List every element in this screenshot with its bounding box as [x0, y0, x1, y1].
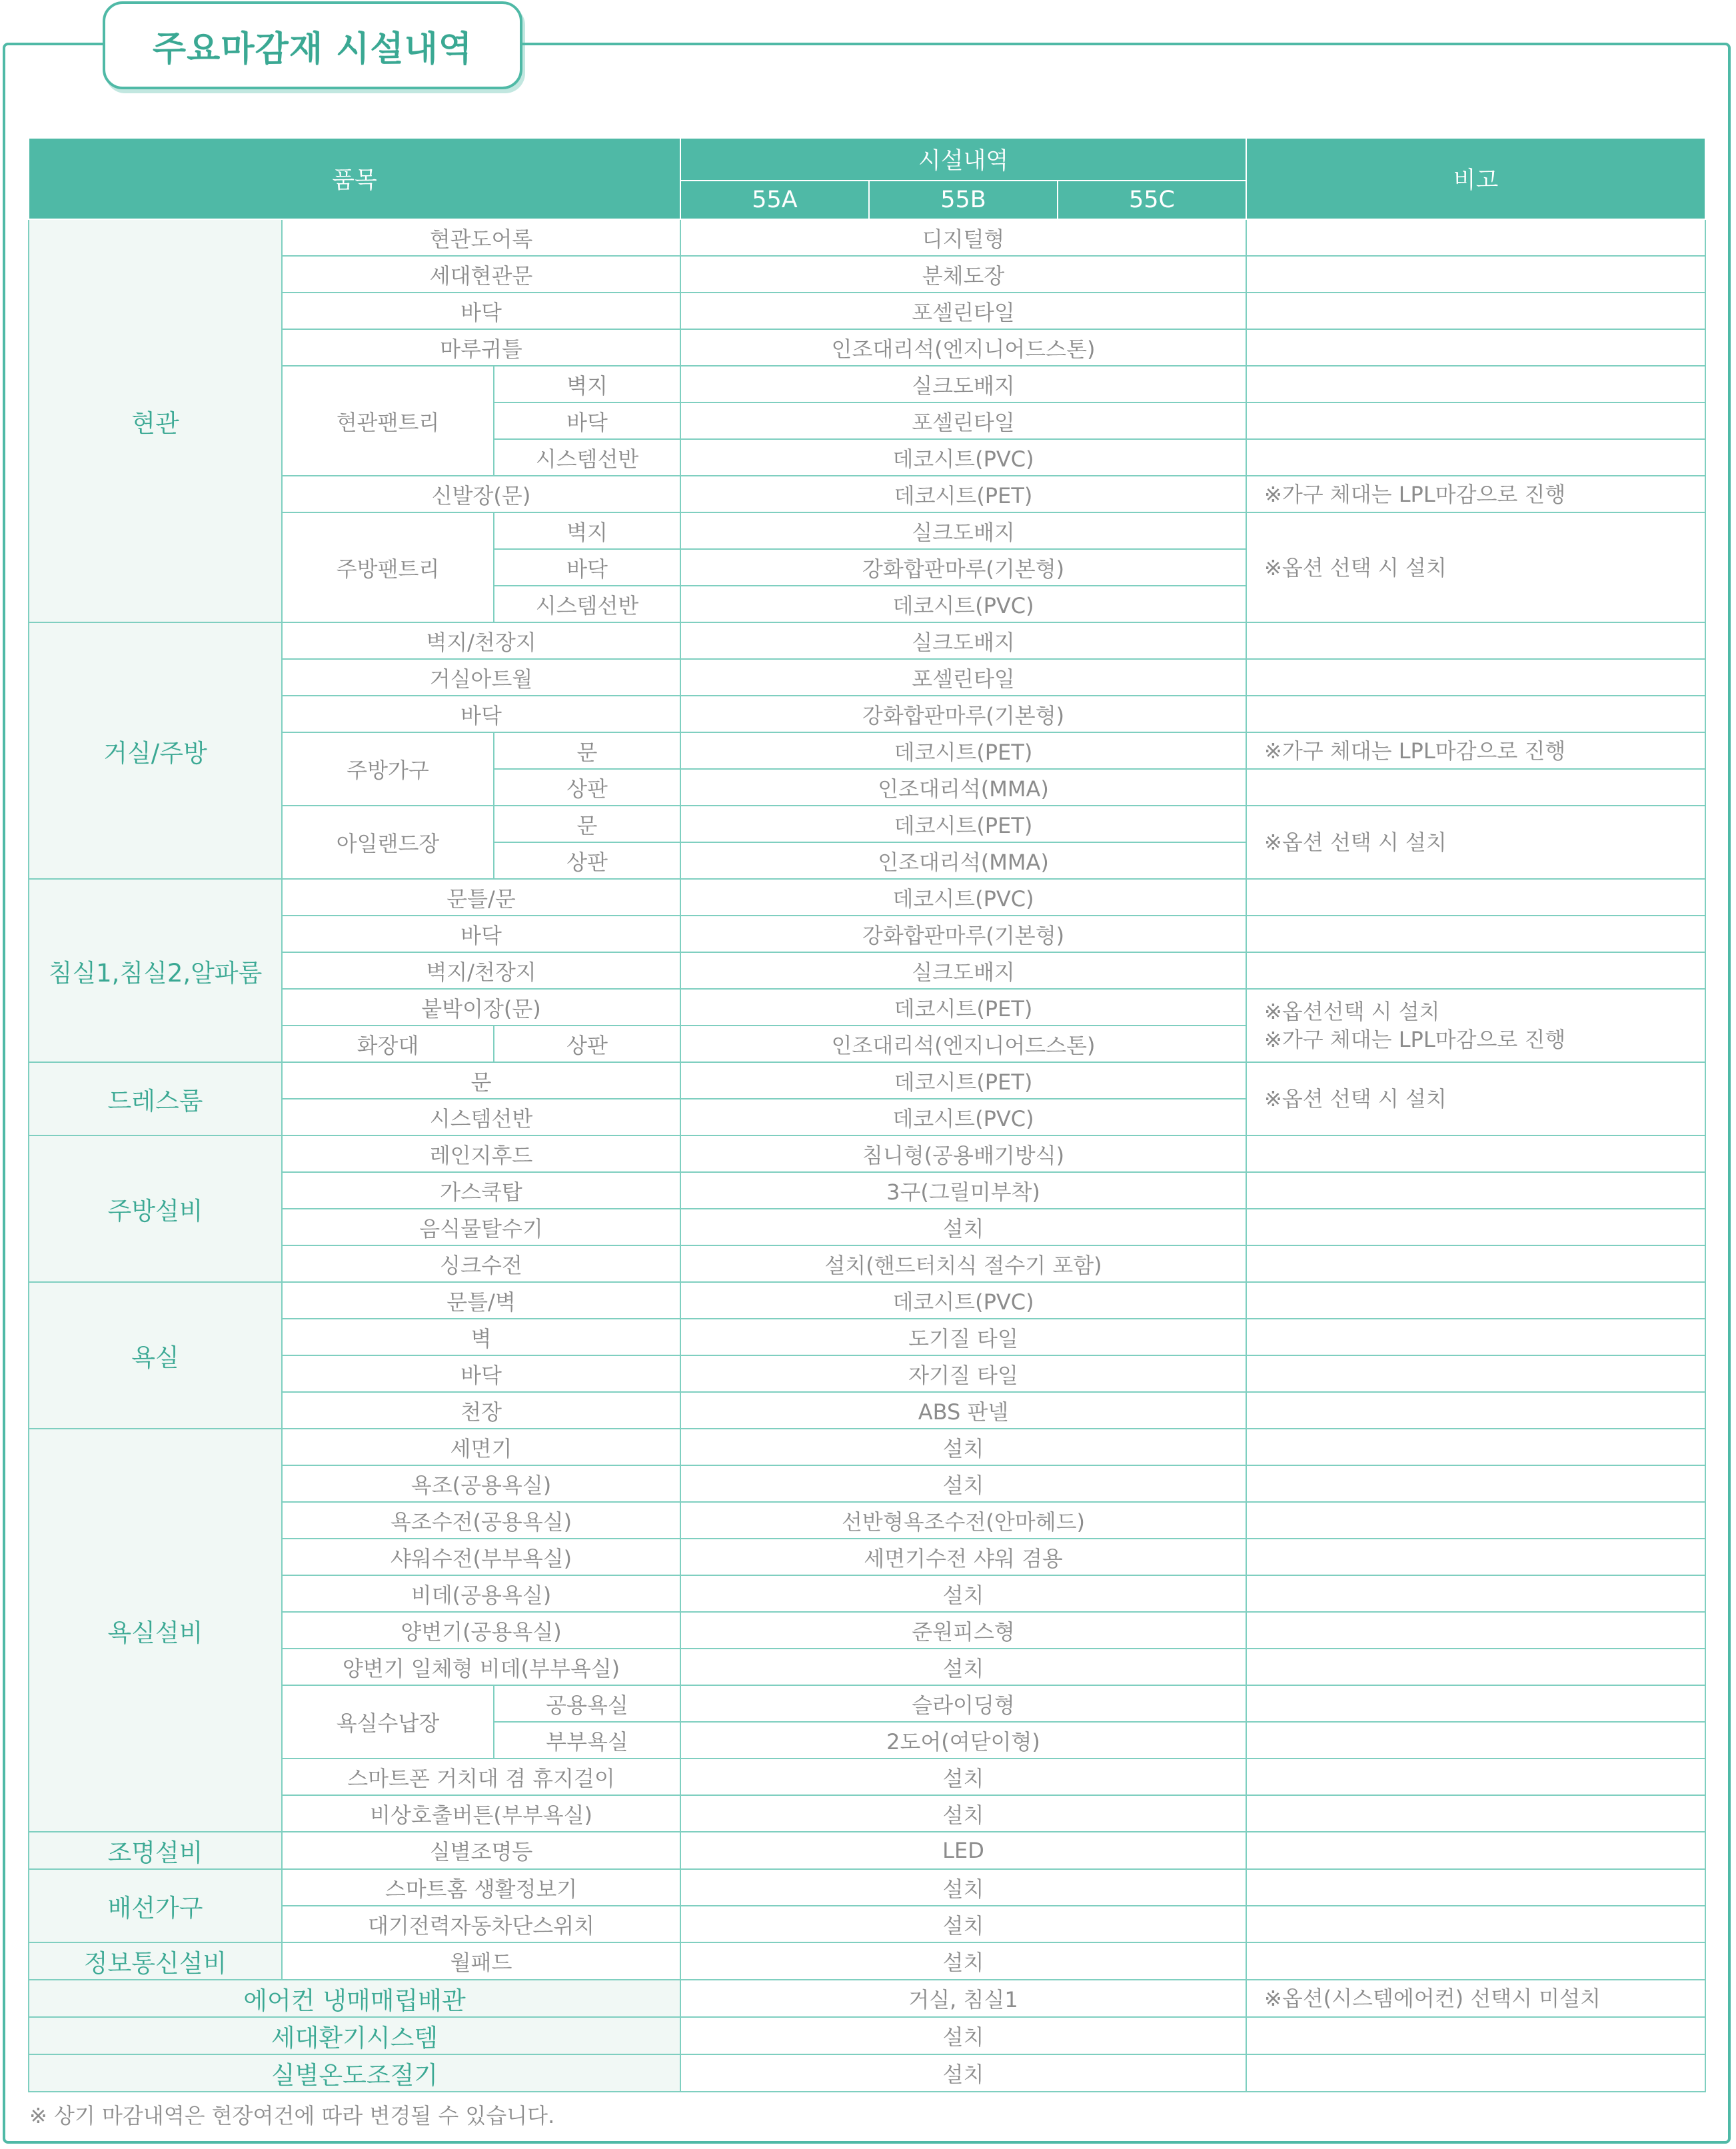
category-cell: 현관 — [29, 219, 282, 622]
spec-cell: 데코시트(PET) — [680, 1062, 1246, 1099]
item-cell: 벽지/천장지 — [282, 622, 680, 659]
note-cell — [1246, 769, 1705, 806]
spec-cell: 준원피스형 — [680, 1612, 1246, 1649]
item-cell: 바닥 — [282, 696, 680, 732]
note-cell — [1246, 256, 1705, 293]
group-cell: 욕실수납장 — [282, 1685, 494, 1759]
item-cell: 마루귀틀 — [282, 329, 680, 366]
note-cell — [1246, 1906, 1705, 1942]
spec-cell: ABS 판넬 — [680, 1392, 1246, 1429]
note-cell — [1246, 2017, 1705, 2054]
page-title: 주요마감재 시설내역 — [152, 29, 473, 69]
note-cell — [1246, 2054, 1705, 2092]
note-cell — [1246, 439, 1705, 476]
category-cell: 실별온도조절기 — [29, 2054, 680, 2092]
spec-cell: 데코시트(PVC) — [680, 1099, 1246, 1135]
item-cell: 상판 — [494, 842, 680, 879]
item-cell: 비상호출버튼(부부욕실) — [282, 1795, 680, 1832]
item-cell: 상판 — [494, 769, 680, 806]
category-cell: 거실/주방 — [29, 622, 282, 879]
note-cell — [1246, 1172, 1705, 1209]
table-row — [29, 1980, 1705, 2017]
item-cell: 스마트홈 생활정보기 — [282, 1869, 680, 1906]
spec-cell: 디지털형 — [680, 219, 1246, 256]
spec-cell: 인조대리석(엔지니어드스톤) — [680, 329, 1246, 366]
note-cell: ※가구 체대는 LPL마감으로 진행 — [1246, 732, 1705, 769]
item-cell: 상판 — [494, 1026, 680, 1062]
group-cell: 화장대 — [282, 1026, 494, 1062]
spec-cell: 인조대리석(엔지니어드스톤) — [680, 1026, 1246, 1062]
spec-cell: 강화합판마루(기본형) — [680, 549, 1246, 586]
spec-cell: 3구(그릴미부착) — [680, 1172, 1246, 1209]
spec-cell: 실크도배지 — [680, 512, 1246, 549]
item-cell: 문 — [494, 732, 680, 769]
note-cell — [1246, 952, 1705, 989]
footnote: ※ 상기 마감내역은 현장여건에 따라 변경될 수 있습니다. — [29, 2103, 555, 2128]
spec-cell: 데코시트(PET) — [680, 989, 1246, 1026]
item-cell: 문틀/벽 — [282, 1282, 680, 1319]
note-cell — [1246, 916, 1705, 952]
note-cell — [1246, 219, 1705, 256]
item-cell: 세면기 — [282, 1429, 680, 1465]
item-cell: 욕조(공용욕실) — [282, 1465, 680, 1502]
note-cell: ※가구 체대는 LPL마감으로 진행 — [1246, 476, 1705, 512]
spec-cell: 데코시트(PVC) — [680, 1282, 1246, 1319]
item-cell: 대기전력자동차단스위치 — [282, 1906, 680, 1942]
table-row — [29, 879, 1705, 916]
spec-cell: 자기질 타일 — [680, 1355, 1246, 1392]
spec-cell: 거실, 침실1 — [680, 1980, 1246, 2017]
note-cell — [1246, 1722, 1705, 1759]
note-cell — [1246, 696, 1705, 732]
note-cell — [1246, 366, 1705, 402]
item-cell: 바닥 — [494, 549, 680, 586]
note-cell: ※옵션 선택 시 설치 — [1246, 806, 1705, 879]
item-cell: 바닥 — [282, 293, 680, 329]
note-cell — [1246, 1465, 1705, 1502]
spec-cell: 포셀린타일 — [680, 293, 1246, 329]
note-cell — [1246, 1575, 1705, 1612]
table-row — [29, 1282, 1705, 1319]
item-cell: 문틀/문 — [282, 879, 680, 916]
spec-cell: 포셀린타일 — [680, 659, 1246, 696]
spec-cell: 실크도배지 — [680, 366, 1246, 402]
note-cell — [1246, 1539, 1705, 1575]
group-cell: 주방가구 — [282, 732, 494, 806]
spec-cell: 설치 — [680, 1906, 1246, 1942]
category-cell: 욕실설비 — [29, 1429, 282, 1832]
note-cell — [1246, 1832, 1705, 1869]
note-cell — [1246, 1649, 1705, 1685]
spec-cell: 데코시트(PET) — [680, 806, 1246, 842]
header-remark: 비고 — [1246, 138, 1705, 219]
item-cell: 실별조명등 — [282, 1832, 680, 1869]
spec-cell: 강화합판마루(기본형) — [680, 696, 1246, 732]
spec-cell: 실크도배지 — [680, 622, 1246, 659]
spec-cell: 설치 — [680, 1575, 1246, 1612]
spec-cell: 설치(핸드터치식 절수기 포함) — [680, 1245, 1246, 1282]
spec-cell: 설치 — [680, 1942, 1246, 1980]
item-cell: 월패드 — [282, 1942, 680, 1980]
note-cell — [1246, 402, 1705, 439]
note-cell: ※옵션 선택 시 설치 — [1246, 1062, 1705, 1135]
item-cell: 시스템선반 — [494, 439, 680, 476]
spec-cell: 데코시트(PVC) — [680, 586, 1246, 622]
category-cell: 침실1,침실2,알파룸 — [29, 879, 282, 1062]
note-cell — [1246, 1759, 1705, 1795]
header-type-55b: 55B — [869, 181, 1058, 219]
spec-cell: 선반형욕조수전(안마헤드) — [680, 1502, 1246, 1539]
item-cell: 현관도어록 — [282, 219, 680, 256]
item-cell: 신발장(문) — [282, 476, 680, 512]
spec-cell: 설치 — [680, 1465, 1246, 1502]
spec-cell: 2도어(여닫이형) — [680, 1722, 1246, 1759]
spec-cell: 설치 — [680, 1759, 1246, 1795]
item-cell: 양변기(공용욕실) — [282, 1612, 680, 1649]
item-cell: 세대현관문 — [282, 256, 680, 293]
spec-cell: 포셀린타일 — [680, 402, 1246, 439]
category-cell: 조명설비 — [29, 1832, 282, 1869]
item-cell: 싱크수전 — [282, 1245, 680, 1282]
item-cell: 비데(공용욕실) — [282, 1575, 680, 1612]
table-row — [29, 1832, 1705, 1869]
table-row — [29, 1869, 1705, 1906]
item-cell: 가스쿡탑 — [282, 1172, 680, 1209]
note-cell — [1246, 1319, 1705, 1355]
note-cell — [1246, 329, 1705, 366]
item-cell: 음식물탈수기 — [282, 1209, 680, 1245]
table-row — [29, 622, 1705, 659]
spec-cell: 데코시트(PET) — [680, 732, 1246, 769]
table-row — [29, 1429, 1705, 1465]
header-type-55c: 55C — [1058, 181, 1246, 219]
item-cell: 양변기 일체형 비데(부부욕실) — [282, 1649, 680, 1685]
spec-cell: 데코시트(PET) — [680, 476, 1246, 512]
table-row — [29, 1135, 1705, 1172]
spec-cell: 설치 — [680, 2054, 1246, 2092]
spec-cell: 데코시트(PVC) — [680, 439, 1246, 476]
note-cell — [1246, 659, 1705, 696]
header-item: 품목 — [29, 138, 680, 219]
note-cell — [1246, 879, 1705, 916]
spec-cell: 설치 — [680, 1795, 1246, 1832]
table-row — [29, 219, 1705, 256]
category-cell: 주방설비 — [29, 1135, 282, 1282]
note-cell — [1246, 1209, 1705, 1245]
item-cell: 스마트폰 거치대 겸 휴지걸이 — [282, 1759, 680, 1795]
item-cell: 벽 — [282, 1319, 680, 1355]
note-cell — [1246, 989, 1705, 1062]
item-cell: 시스템선반 — [494, 586, 680, 622]
header-type-55a: 55A — [680, 181, 869, 219]
note-cell — [1246, 1355, 1705, 1392]
item-cell: 문 — [282, 1062, 680, 1099]
title-badge — [103, 1, 522, 89]
item-cell: 문 — [494, 806, 680, 842]
table-row — [29, 1942, 1705, 1980]
spec-cell: 설치 — [680, 1649, 1246, 1685]
item-cell: 바닥 — [282, 1355, 680, 1392]
category-cell: 세대환기시스템 — [29, 2017, 680, 2054]
note-cell — [1246, 622, 1705, 659]
note-line: ※옵션선택 시 설치 — [1264, 999, 1440, 1024]
group-cell: 아일랜드장 — [282, 806, 494, 879]
note-cell — [1246, 1869, 1705, 1906]
item-cell: 공용욕실 — [494, 1685, 680, 1722]
item-cell: 거실아트월 — [282, 659, 680, 696]
note-cell — [1246, 1245, 1705, 1282]
spec-cell: 설치 — [680, 2017, 1246, 2054]
note-cell — [1246, 1502, 1705, 1539]
note-cell — [1246, 1429, 1705, 1465]
note-cell: ※옵션(시스템에어컨) 선택시 미설치 — [1246, 1980, 1705, 2017]
item-cell: 벽지 — [494, 366, 680, 402]
table-row — [29, 2017, 1705, 2054]
item-cell: 욕조수전(공용욕실) — [282, 1502, 680, 1539]
table-row — [29, 2054, 1705, 2092]
spec-cell: 침니형(공용배기방식) — [680, 1135, 1246, 1172]
item-cell: 벽지 — [494, 512, 680, 549]
spec-cell: 설치 — [680, 1209, 1246, 1245]
spec-cell: 실크도배지 — [680, 952, 1246, 989]
item-cell: 천장 — [282, 1392, 680, 1429]
note-cell — [1246, 1282, 1705, 1319]
spec-cell: 세면기수전 샤워 겸용 — [680, 1539, 1246, 1575]
spec-cell: 도기질 타일 — [680, 1319, 1246, 1355]
spec-cell: 슬라이딩형 — [680, 1685, 1246, 1722]
item-cell: 샤워수전(부부욕실) — [282, 1539, 680, 1575]
spec-cell: 인조대리석(MMA) — [680, 769, 1246, 806]
spec-cell: 설치 — [680, 1869, 1246, 1906]
item-cell: 레인지후드 — [282, 1135, 680, 1172]
note-cell — [1246, 1392, 1705, 1429]
group-cell: 주방팬트리 — [282, 512, 494, 622]
note-cell — [1246, 1942, 1705, 1980]
note-cell — [1246, 1685, 1705, 1722]
item-cell: 시스템선반 — [282, 1099, 680, 1135]
spec-cell: 인조대리석(MMA) — [680, 842, 1246, 879]
note-line: ※가구 체대는 LPL마감으로 진행 — [1264, 1027, 1566, 1052]
spec-cell: LED — [680, 1832, 1246, 1869]
spec-cell: 분체도장 — [680, 256, 1246, 293]
category-cell: 정보통신설비 — [29, 1942, 282, 1980]
item-cell: 붙박이장(문) — [282, 989, 680, 1026]
note-cell — [1246, 1612, 1705, 1649]
table-row — [29, 1062, 1705, 1099]
category-cell: 드레스룸 — [29, 1062, 282, 1135]
item-cell: 바닥 — [494, 402, 680, 439]
item-cell: 벽지/천장지 — [282, 952, 680, 989]
category-cell: 욕실 — [29, 1282, 282, 1429]
note-cell — [1246, 1135, 1705, 1172]
item-cell: 부부욕실 — [494, 1722, 680, 1759]
spec-cell: 강화합판마루(기본형) — [680, 916, 1246, 952]
note-cell — [1246, 1795, 1705, 1832]
item-cell: 바닥 — [282, 916, 680, 952]
note-cell: ※옵션 선택 시 설치 — [1246, 512, 1705, 622]
category-cell: 에어컨 냉매매립배관 — [29, 1980, 680, 2017]
category-cell: 배선가구 — [29, 1869, 282, 1942]
group-cell: 현관팬트리 — [282, 366, 494, 476]
spec-table — [28, 137, 1706, 2092]
note-cell — [1246, 293, 1705, 329]
spec-cell: 데코시트(PVC) — [680, 879, 1246, 916]
header-spec: 시설내역 — [680, 138, 1246, 181]
spec-cell: 설치 — [680, 1429, 1246, 1465]
